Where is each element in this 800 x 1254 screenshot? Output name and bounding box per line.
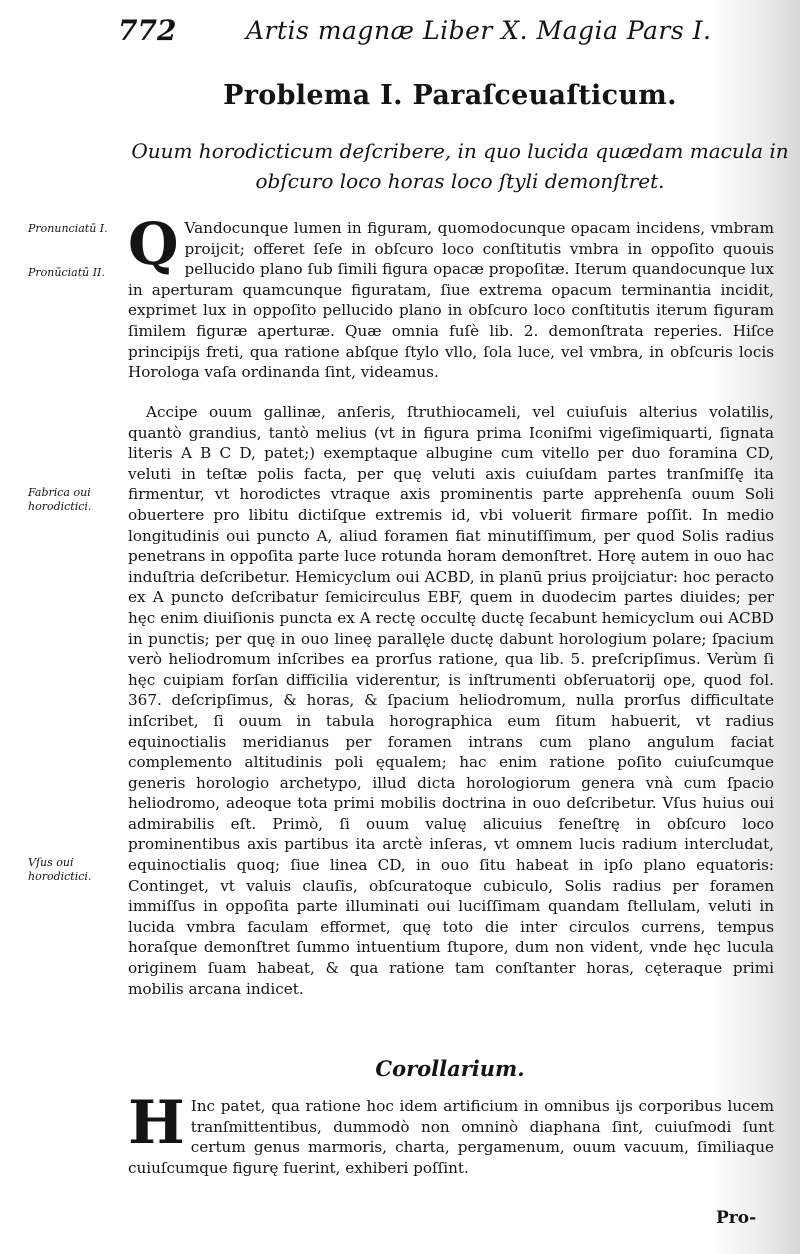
corollary-title: Corollarium. bbox=[375, 1056, 525, 1081]
drop-cap-q: Q bbox=[128, 210, 179, 278]
paragraph-3-text: Inc patet, qua ratione hoc idem artificium in omnibus ijs corporibus lucem tranſmittentibus, dummodò non omninò diaphana ſint, cuiuſmodi ſunt certum genus marmoris, charta, pergamenum, ouum vacuum, ſimiliaque cuiuſcumque figurę fuerint, exhiberi poſſint. bbox=[128, 1097, 774, 1177]
paragraph-pronunciata bbox=[128, 210, 774, 383]
problem-subtitle: Ouum horodicticum deſcribere, in quo lucida quædam macula in obſcuro loco horas loco ſtyli demonſtret. bbox=[131, 139, 789, 193]
margin-note-pronunciatum-1: Pronunciatū I. bbox=[28, 222, 108, 235]
page-header bbox=[118, 14, 778, 54]
running-head: Artis magnæ Liber X. Magia Pars I. bbox=[246, 16, 712, 45]
paragraph-fabrica-usus bbox=[128, 402, 774, 999]
catchword: Pro- bbox=[716, 1208, 757, 1228]
margin-note-fabrica: Fabrica oui horodictici. bbox=[28, 486, 92, 513]
paragraph-corollary bbox=[128, 1088, 774, 1178]
margin-note-pronunciatum-2: Pronūciatū II. bbox=[28, 266, 105, 279]
drop-cap-h: H bbox=[128, 1088, 185, 1158]
margin-note-usus: Vſus oui horodictici. bbox=[28, 856, 92, 883]
page-number: 772 bbox=[118, 14, 177, 47]
paragraph-1-text: Vandocunque lumen in figuram, quomodocunque opacam incidens, vmbram proijcit; offeret ſeſe in obſcuro loco conſtitutis vmbra in oppoſito quouis pellucido plano ſub ſimili figura opacæ propoſitæ. Iterum quandocunque lux in aperturam quamcunque figuratam, ſiue extrema opacum terminantia incidit, exprimet lux in oppoſito pellucido plano in obſcuro loco conſtitutis iterum figuram ſimilem figuræ aperturæ. Quæ omnia fuſè lib. 2. demonſtrata reperies. Hiſce principijs freti, qua ratione abſque ſtylo vllo, ſola luce, vel vmbra, in obſcuris locis Horologa vaſa ordinanda ſint, videamus. bbox=[128, 219, 774, 382]
problem-title: Problema I. Paraſceuaſticum. bbox=[223, 80, 677, 111]
paragraph-2-text: Accipe ouum gallinæ, anſeris, ſtruthiocameli, vel cuiuſuis alterius volatilis, quantò grandius, tantò melius (vt in figura prima Iconiſmi vigeſimiquarti, ſignata literis A B C D, patet;) exemptaque albugine cum vitello per duo foramina CD, veluti in teſtæ polis facta, per quę veluti axis cuiuſdam partes tranſmiſſę ita firmentur, vt horodictes vtraque axis prominentis parte apprehenſa ouum Soli obuertere pro libitu dictiſque extremis id, vbi voluerit firmare poſſit. In medio longitudinis oui puncto A, aliud foramen fiat minutiſſimum, per quod Solis radius penetrans in oppoſita parte luce rotunda horam demonſtret. Horę autem in ouo hac induſtria deſcribetur. Hemicyclum oui ACBD, in planū prius proijciatur: hoc peracto ex A puncto deſcribatur ſemicirculus EBF, quem in duodecim partes diuides; per hęc enim diuiſionis puncta ex A rectę occultę ductę ſecabunt hemicyclum oui ACBD in punctis; per quę in ouo lineę parallęle ductę dabunt horologium polare; ſpacium verò heliodromum inſcribes ea prorſus ratione, qua lib. 5. preſcripſimus. Verùm ſi hęc cuipiam forſan difficilia viderentur, is inſtrumenti obſeruatorij ope, quod fol. 367. deſcripſimus, & horas, & ſpacium heliodromum, nulla prorſus difficultate inſcribet, ſi ouum in tabula horographica eum ſitum habuerit, vt radius equinoctialis meridianus per foramen intrans cum plano angulum faciat complemento altitudinis poli ęqualem; hac enim ratione poſito cuiuſcumque generis horologio archetypo, illud dicta horologiorum genera vnà cum ſpacio heliodromo, adeoque tota primi mobilis doctrina in ouo deſcribetur. Vſus huius oui admirabilis eſt. Primò, ſi ouum valuę alicuius feneſtrę in obſcuro loco prominentibus axis partibus ita arctè inſeras, vt omnem lucis radium intercludat, equinoctialis quoq; ſiue linea CD, in ouo ſitu habeat in ipſo plano equatoris: Continget, vt valuis clauſis, obſcuratoque cubiculo, Solis radius per foramen immiſſus in oppoſita parte illuminati oui luciſſimam quandam ſtellulam, veluti in lucida vmbra faculam efformet, quę toto die inter circulos currens, tempus horaſque demonſtret ſummo intuentium ſtupore, dum non vident, vnde hęc lucula originem ſuam habeat, & qua ratione tam conſtanter horas, cęteraque primi mobilis arcana indicet. bbox=[128, 403, 774, 998]
